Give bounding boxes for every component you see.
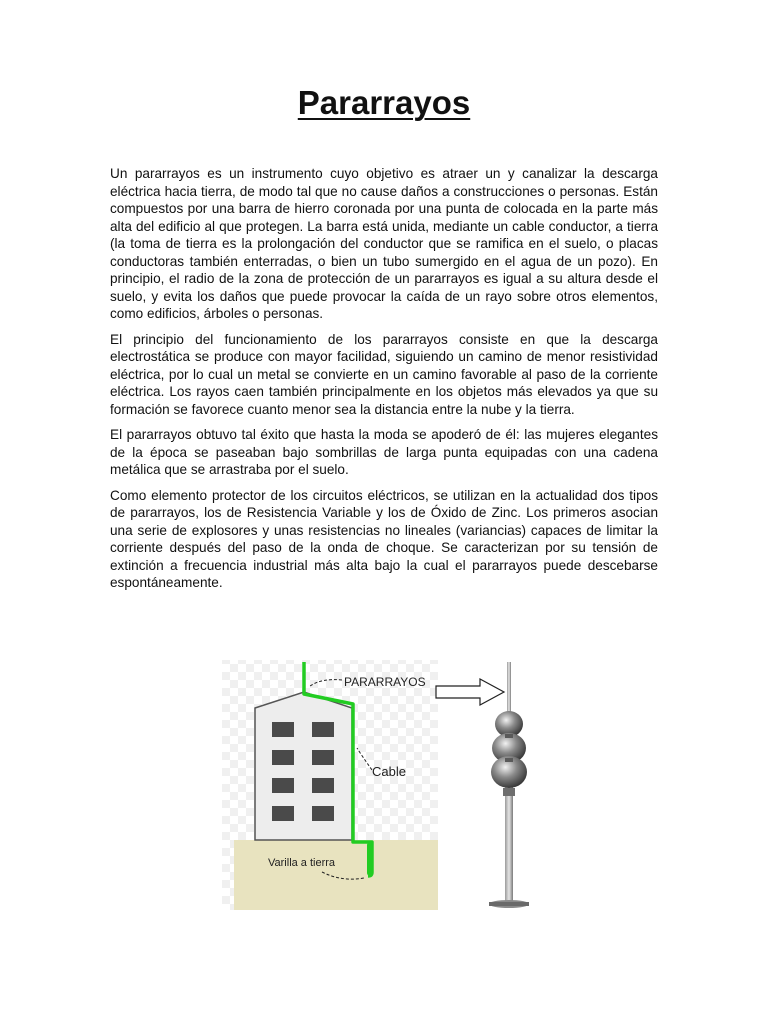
- label-pararrayos: PARARRAYOS: [344, 675, 426, 689]
- page-title: Pararrayos: [297, 84, 471, 121]
- paragraph-1: Un pararrayos es un instrumento cuyo objetivo es atraer un y canalizar la descarga eléctrica hacia tierra, de modo tal que no cause daños a construcciones o personas. Están compuestos por una barra de hierro coronada por una punta de colocada en la parte más alta del edificio al que protegen. La barra está unida, mediante un cable conductor, a tierra (la toma de tierra es la prolongación del conductor que se ramifica en el suelo, o placas conductoras también enterradas, o bien un tubo sumergido en el agua de un pozo). En principio, el radio de la zona de protección de un pararrayos es igual a su altura desde el suelo, y evita los daños que puede provocar la caída de un rayo sobre otros elementos, como edificios, árboles o personas.: [110, 166, 658, 321]
- document-body: [110, 165, 658, 600]
- paragraph-2: El principio del funcionamiento de los pararrayos consiste en que la descarga electrostática se produce con mayor facilidad, siguiendo un camino de menor resistividad eléctrica, por lo cual un metal se convierte en un camino favorable al paso de la corriente eléctrica. Los rayos caen también principalmente en los objetos más elevados ya que su formación se favorece cuanto menor sea la distancia entre la nube y la tierra.: [110, 331, 658, 417]
- lightning-rod-figure: [222, 656, 552, 912]
- figure-svg: [222, 656, 552, 912]
- label-cable: Cable: [372, 764, 406, 779]
- ground-rod: [367, 842, 373, 876]
- lightning-rod-photo: [489, 662, 529, 908]
- building: [255, 692, 352, 840]
- paragraph-4: Como elemento protector de los circuitos eléctricos, se utilizan en la actualidad dos tipos de pararrayos, los de Resistencia Variable y los de Óxido de Zinc. Los primeros asocian una serie de explosores y unas resistencias no lineales (variancias) capaces de limitar la corriente después del paso de la onda de choque. Se caracterizan por su tensión de extinción a frecuencia industrial más alta bajo la cual el pararrayos puede descebarse espontáneamente.: [110, 487, 658, 590]
- paragraph-3: El pararrayos obtuvo tal éxito que hasta la moda se apoderó de él: las mujeres elegantes de la época se paseaban bajo sombrillas de larga punta equipadas con una cadena metálica que se arrastraba por el suelo.: [110, 427, 658, 477]
- label-varilla: Varilla a tierra: [268, 857, 336, 869]
- arrow-icon: [436, 679, 504, 705]
- ground-area: [234, 840, 438, 910]
